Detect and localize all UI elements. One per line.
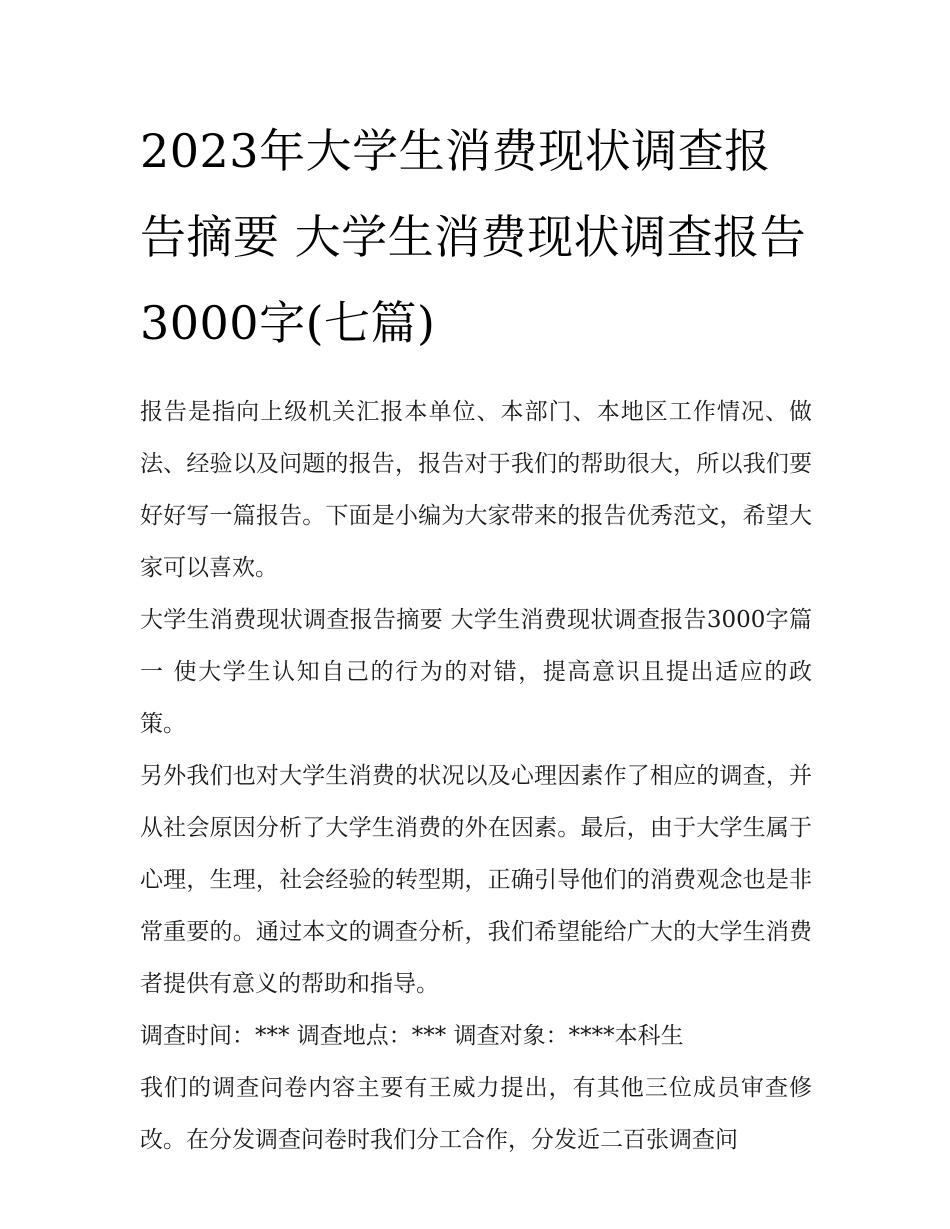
intro-paragraph: 报告是指向上级机关汇报本单位、本部门、本地区工作情况、做法、经验以及问题的报告，报告对于我们的帮助很大，所以我们要好好写一篇报告。下面是小编为大家带来的报告优秀范文，希望大家可以喜欢。 [140,399,812,581]
survey-info-paragraph: 调查时间：*** 调查地点：*** 调查对象：****本科生 [140,1023,684,1049]
method-paragraph: 我们的调查问卷内容主要有王威力提出，有其他三位成员审查修改。在分发调查问卷时我们分工合作，分发近二百张调查问 [140,1075,812,1153]
analysis-paragraph: 另外我们也对大学生消费的状况以及心理因素作了相应的调查，并从社会原因分析了大学生消费的外在因素。最后，由于大学生属于心理，生理，社会经验的转型期，正确引导他们的消费观念也是非常重要的。通过本文的调查分析，我们希望能给广大的大学生消费者提供有意义的帮助和指导。 [140,763,812,997]
section-one-paragraph: 大学生消费现状调查报告摘要 大学生消费现状调查报告3000字篇一 使大学生认知自己的行为的对错，提高意识且提出适应的政策。 [140,607,812,737]
document-page [140,108,812,1166]
document-title: 2023年大学生消费现状调查报告摘要 大学生消费现状调查报告3000字(七篇) [140,124,807,350]
